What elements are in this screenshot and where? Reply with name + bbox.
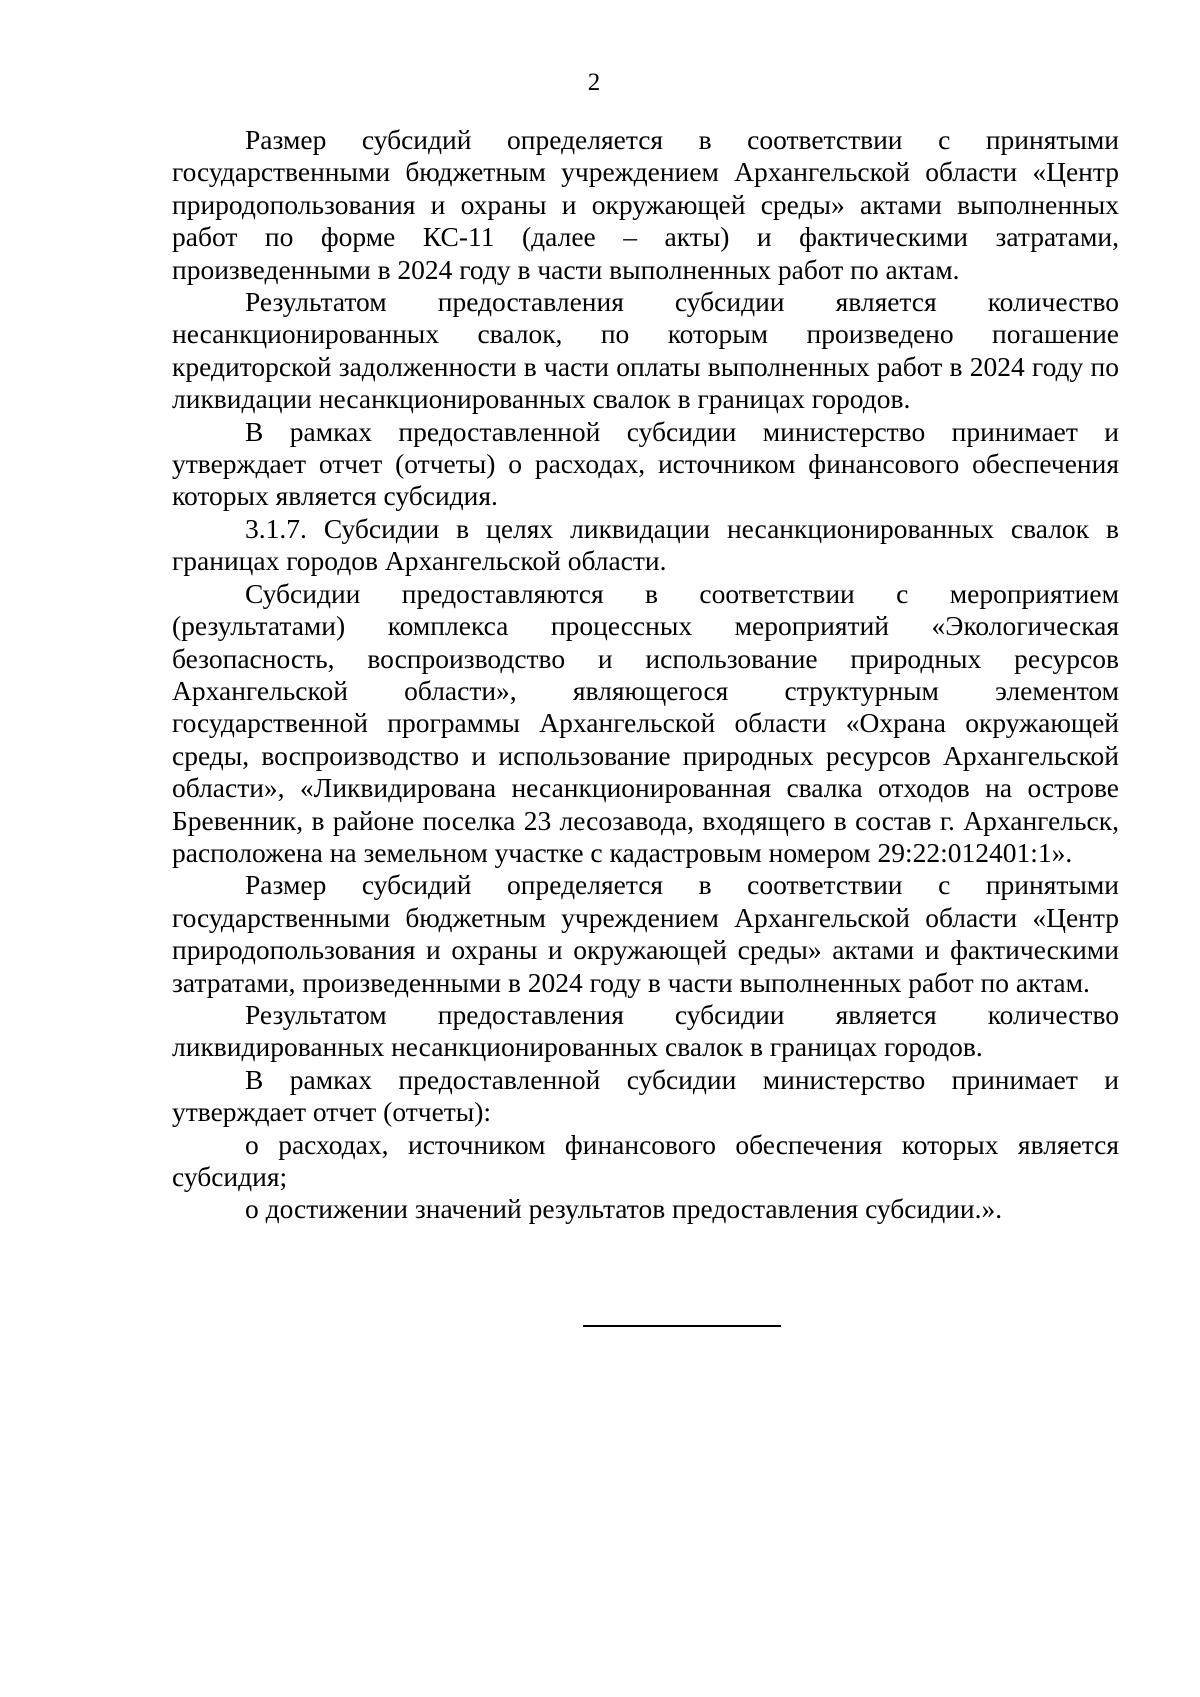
paragraph-subsidy-size: Размер субсидий определяется в соответствии с принятыми государственными бюджетным учреждением Архангельской области «Центр природопользования и охраны и окружающей среды» актами выполненных работ по форме КС-11 (далее – акты) и фактическими затратами, произведенными в 2024 году в части выполненных работ по актам. xyxy=(172,124,1119,285)
paragraph-ministry-report-2: В рамках предоставленной субсидии министерство принимает и утверждает отчет (отчеты): xyxy=(172,1063,1119,1128)
paragraph-subsidy-provision: Субсидии предоставляются в соответствии с мероприятием (результатами) комплекса процессных мероприятий «Экологическая безопасность, воспроизводство и использование природных ресурсов Архангельской области», являющегося структурным элементом государственной программы Архангельской области «Охрана окружающей среды, воспроизводство и использование природных ресурсов Архангельской области», «Ликвидирована несанкционированная свалка отходов на острове Бревенник, в районе поселка 23 лесозавода, входящего в состав г. Архангельск, расположена на земельном участке с кадастровым номером 29:22:012401:1». xyxy=(172,577,1119,868)
end-of-text-rule xyxy=(583,1325,781,1327)
paragraph-subsidy-size-2: Размер субсидий определяется в соответствии с принятыми государственными бюджетным учреждением Архангельской области «Центр природопользования и охраны и окружающей среды» актами и фактическими затратами, произведенными в 2024 году в части выполненных работ по актам. xyxy=(172,869,1119,998)
paragraph-ministry-report: В рамках предоставленной субсидии министерство принимает и утверждает отчет (отчеты) о расходах, источником финансового обеспечения которых является субсидия. xyxy=(172,415,1119,512)
paragraph-report-results: о достижении значений результатов предоставления субсидии.». xyxy=(245,1193,1003,1225)
paragraph-report-expenses: о расходах, источником финансового обеспечения которых является субсидия; xyxy=(172,1128,1119,1192)
document-body xyxy=(172,124,1119,1226)
paragraph-subsidy-result-2: Результатом предоставления субсидии является количество ликвидированных несанкционированных свалок в границах городов. xyxy=(172,998,1119,1063)
paragraph-section-3-1-7: 3.1.7. Субсидии в целях ликвидации несанкционированных свалок в границах городов Архангельской области. xyxy=(172,512,1119,577)
paragraph-subsidy-result: Результатом предоставления субсидии является количество несанкционированных свалок, по которым произведено погашение кредиторской задолженности в части оплаты выполненных работ в 2024 году по ликвидации несанкционированных свалок в границах городов. xyxy=(172,286,1119,415)
page-number: 2 xyxy=(587,69,601,96)
